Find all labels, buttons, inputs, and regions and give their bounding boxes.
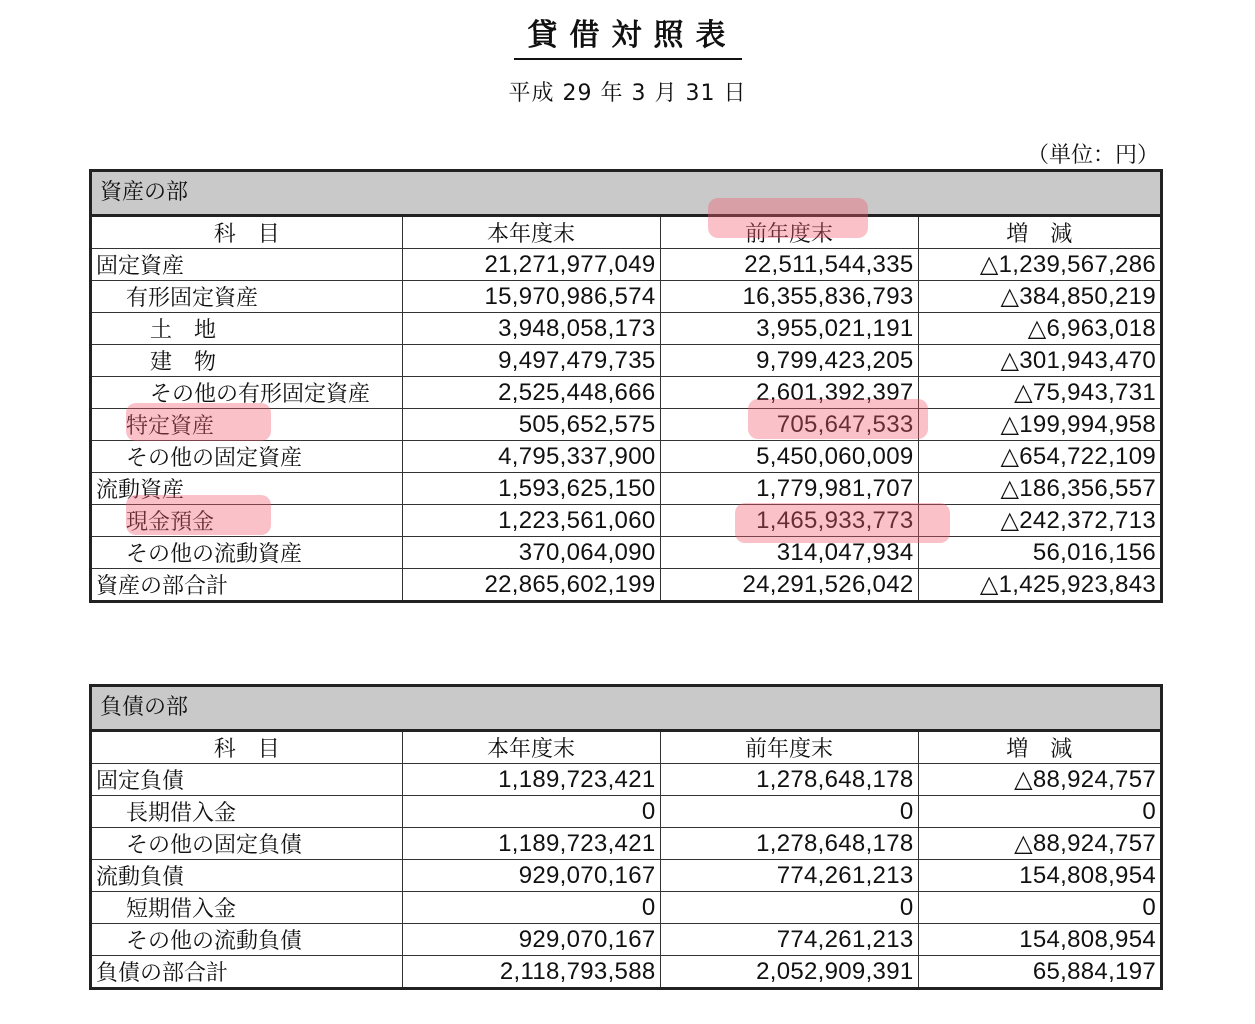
row-change-value: △301,943,470 — [918, 345, 1160, 377]
liabilities-header-row — [92, 732, 1160, 764]
row-item-name: 資産の部合計 — [92, 569, 402, 601]
statement-date: 平成 29 年 3 月 31 日 — [508, 81, 747, 106]
row-change-value: △1,425,923,843 — [918, 569, 1160, 601]
row-current-value: 2,118,793,588 — [402, 956, 660, 988]
liabilities-section-header: 負債の部 — [92, 687, 1160, 732]
row-current-value: 1,189,723,421 — [402, 828, 660, 860]
row-current-value: 22,865,602,199 — [402, 569, 660, 601]
row-current-value: 4,795,337,900 — [402, 441, 660, 473]
row-previous-value: 24,291,526,042 — [660, 569, 918, 601]
assets-table — [92, 217, 1160, 600]
row-current-value: 3,948,058,173 — [402, 313, 660, 345]
liabilities-table — [92, 732, 1160, 987]
table-row — [92, 956, 1160, 988]
row-previous-value: 2,052,909,391 — [660, 956, 918, 988]
column-header-previous: 前年度末 — [660, 217, 918, 249]
row-change-value: △75,943,731 — [918, 377, 1160, 409]
table-row — [92, 764, 1160, 796]
column-header-change: 増 減 — [918, 217, 1160, 249]
row-item-name: 流動資産 — [92, 473, 402, 505]
assets-header-row — [92, 217, 1160, 249]
row-current-value: 929,070,167 — [402, 860, 660, 892]
assets-section-header: 資産の部 — [92, 172, 1160, 217]
row-item-name: その他の固定負債 — [92, 828, 402, 860]
table-row — [92, 377, 1160, 409]
row-current-value: 1,223,561,060 — [402, 505, 660, 537]
row-previous-value: 16,355,836,793 — [660, 281, 918, 313]
table-row — [92, 473, 1160, 505]
row-current-value: 0 — [402, 796, 660, 828]
column-header-current: 本年度末 — [402, 217, 660, 249]
row-previous-value: 774,261,213 — [660, 924, 918, 956]
table-row — [92, 313, 1160, 345]
row-change-value: △242,372,713 — [918, 505, 1160, 537]
row-current-value: 929,070,167 — [402, 924, 660, 956]
column-header-previous: 前年度末 — [660, 732, 918, 764]
row-previous-value: 2,601,392,397 — [660, 377, 918, 409]
row-change-value: △1,239,567,286 — [918, 249, 1160, 281]
row-change-value: 154,808,954 — [918, 924, 1160, 956]
table-row — [92, 924, 1160, 956]
row-item-name: 土 地 — [92, 313, 402, 345]
row-previous-value: 705,647,533 — [660, 409, 918, 441]
title-text: 貸借対照表 — [514, 10, 742, 60]
table-row — [92, 828, 1160, 860]
row-current-value: 370,064,090 — [402, 537, 660, 569]
row-item-name: その他の流動資産 — [92, 537, 402, 569]
row-previous-value: 1,278,648,178 — [660, 764, 918, 796]
row-current-value: 9,497,479,735 — [402, 345, 660, 377]
row-previous-value: 314,047,934 — [660, 537, 918, 569]
row-previous-value: 774,261,213 — [660, 860, 918, 892]
column-header-current: 本年度末 — [402, 732, 660, 764]
row-change-value: △384,850,219 — [918, 281, 1160, 313]
row-item-name: 有形固定資産 — [92, 281, 402, 313]
row-item-name: 固定資産 — [92, 249, 402, 281]
column-header-item: 科 目 — [92, 732, 402, 764]
row-item-name: その他の固定資産 — [92, 441, 402, 473]
table-row — [92, 860, 1160, 892]
row-current-value: 505,652,575 — [402, 409, 660, 441]
row-change-value: △88,924,757 — [918, 828, 1160, 860]
table-row — [92, 796, 1160, 828]
assets-section — [89, 169, 1163, 603]
row-previous-value: 22,511,544,335 — [660, 249, 918, 281]
row-previous-value: 9,799,423,205 — [660, 345, 918, 377]
row-change-value: 0 — [918, 892, 1160, 924]
row-current-value: 1,593,625,150 — [402, 473, 660, 505]
unit-note: （単位：円） — [1026, 143, 1159, 168]
table-row — [92, 569, 1160, 601]
row-item-name: その他の流動負債 — [92, 924, 402, 956]
row-item-name: 現金預金 — [92, 505, 402, 537]
row-previous-value: 3,955,021,191 — [660, 313, 918, 345]
table-row — [92, 537, 1160, 569]
row-item-name: 特定資産 — [92, 409, 402, 441]
row-change-value: △186,356,557 — [918, 473, 1160, 505]
table-row — [92, 505, 1160, 537]
row-previous-value: 0 — [660, 892, 918, 924]
row-previous-value: 1,278,648,178 — [660, 828, 918, 860]
table-row — [92, 441, 1160, 473]
row-previous-value: 1,779,981,707 — [660, 473, 918, 505]
row-previous-value: 1,465,933,773 — [660, 505, 918, 537]
row-change-value: 56,016,156 — [918, 537, 1160, 569]
row-change-value: △199,994,958 — [918, 409, 1160, 441]
row-item-name: 流動負債 — [92, 860, 402, 892]
row-previous-value: 0 — [660, 796, 918, 828]
row-item-name: 建 物 — [92, 345, 402, 377]
row-current-value: 1,189,723,421 — [402, 764, 660, 796]
column-header-item: 科 目 — [92, 217, 402, 249]
row-item-name: 固定負債 — [92, 764, 402, 796]
row-current-value: 15,970,986,574 — [402, 281, 660, 313]
table-row — [92, 281, 1160, 313]
table-row — [92, 409, 1160, 441]
row-item-name: 負債の部合計 — [92, 956, 402, 988]
table-row — [92, 345, 1160, 377]
row-item-name: 短期借入金 — [92, 892, 402, 924]
table-row — [92, 249, 1160, 281]
row-current-value: 2,525,448,666 — [402, 377, 660, 409]
row-current-value: 0 — [402, 892, 660, 924]
row-change-value: △654,722,109 — [918, 441, 1160, 473]
document-title — [0, 10, 1255, 60]
row-change-value: 154,808,954 — [918, 860, 1160, 892]
row-current-value: 21,271,977,049 — [402, 249, 660, 281]
row-previous-value: 5,450,060,009 — [660, 441, 918, 473]
liabilities-section — [89, 684, 1163, 990]
row-change-value: 0 — [918, 796, 1160, 828]
table-row — [92, 892, 1160, 924]
row-change-value: △88,924,757 — [918, 764, 1160, 796]
row-change-value: 65,884,197 — [918, 956, 1160, 988]
row-change-value: △6,963,018 — [918, 313, 1160, 345]
column-header-change: 増 減 — [918, 732, 1160, 764]
row-item-name: その他の有形固定資産 — [92, 377, 402, 409]
row-item-name: 長期借入金 — [92, 796, 402, 828]
